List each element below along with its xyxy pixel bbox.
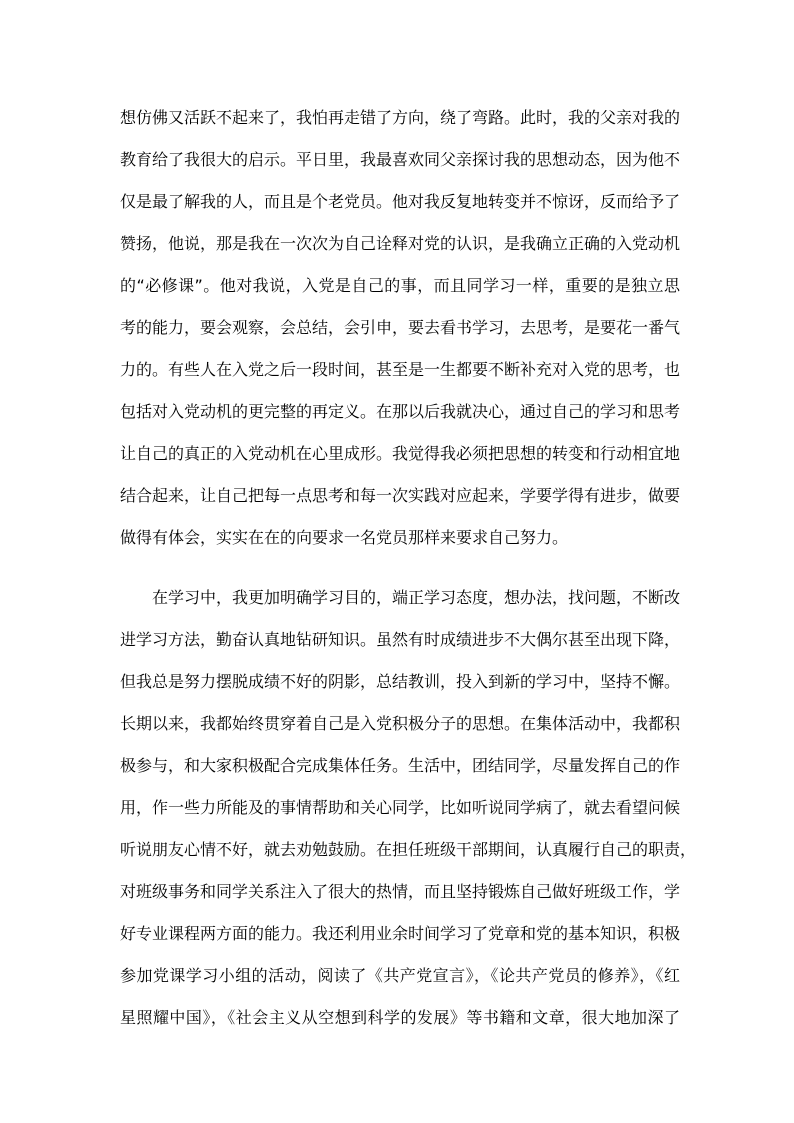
paragraph-1-line-2: 教育给了我很大的启示。平日里，我最喜欢同父亲探讨我的思想动态，因为他不 <box>120 150 681 169</box>
paragraph-1-line-8: 包括对入党动机的更完整的再定义。在那以后我就决心，通过自己的学习和思考 <box>120 402 681 421</box>
paragraph-1-line-4: 赞扬，他说，那是我在一次次为自己诠释对党的认识，是我确立正确的入党动机 <box>120 234 681 253</box>
paragraph-2-line-6: 用，作一些力所能及的事情帮助和关心同学，比如听说同学病了，就去看望问候 <box>120 798 681 817</box>
paragraph-2-line-10: 参加党课学习小组的活动，阅读了《共产党宣言》，《论共产党员的修养》，《红 <box>120 966 680 985</box>
paragraph-1-line-3: 仅是最了解我的人，而且是个老党员。他对我反复地转变并不惊讶，反而给予了 <box>120 192 681 211</box>
paragraph-2-line-4: 长期以来，我都始终贯穿着自己是入党积极分子的思想。在集体活动中，我都积 <box>120 714 681 733</box>
paragraph-2-line-7: 听说朋友心情不好，就去劝勉鼓励。在担任班级干部期间，认真履行自己的职责， <box>120 840 697 859</box>
paragraph-1-line-11: 做得有体会，实实在在的向要求一名党员那样来要求自己努力。 <box>120 528 569 547</box>
paragraph-1-line-6: 考的能力，要会观察，会总结，会引申，要去看书学习，去思考，是要花一番气 <box>120 318 681 337</box>
paragraph-1-line-10: 结合起来，让自己把每一点思考和每一次实践对应起来，学要学得有进步，做要 <box>120 486 681 505</box>
paragraph-2-line-11: 星照耀中国》，《社会主义从空想到科学的发展》等书籍和文章，很大地加深了 <box>120 1008 680 1027</box>
paragraph-2-line-8: 对班级事务和同学关系注入了很大的热情，而且坚持锻炼自己做好班级工作，学 <box>120 882 681 901</box>
paragraph-1-line-9: 让自己的真正的入党动机在心里成形。我觉得我必须把思想的转变和行动相宜地 <box>120 444 681 463</box>
paragraph-1-line-1: 想仿佛又活跃不起来了，我怕再走错了方向，绕了弯路。此时，我的父亲对我的 <box>120 108 681 127</box>
paragraph-2-line-3: 但我总是努力摆脱成绩不好的阴影，总结教训，投入到新的学习中，坚持不懈。 <box>120 672 681 691</box>
paragraph-2-line-9: 好专业课程两方面的能力。我还利用业余时间学习了党章和党的基本知识，积极 <box>120 924 681 943</box>
paragraph-2-line-1: 在学习中，我更加明确学习目的，端正学习态度，想办法，找问题，不断改 <box>152 588 681 607</box>
paragraph-2-line-5: 极参与，和大家积极配合完成集体任务。生活中，团结同学，尽量发挥自己的作 <box>120 756 681 775</box>
paragraph-1-line-5: 的“必修课”。他对我说，入党是自己的事，而且同学习一样，重要的是独立思 <box>120 276 680 295</box>
paragraph-1-line-7: 力的。有些人在入党之后一段时间，甚至是一生都要不断补充对入党的思考，也 <box>120 360 681 379</box>
paragraph-2-line-2: 进学习方法，勤奋认真地钻研知识。虽然有时成绩进步不大偶尔甚至出现下降， <box>120 630 681 649</box>
